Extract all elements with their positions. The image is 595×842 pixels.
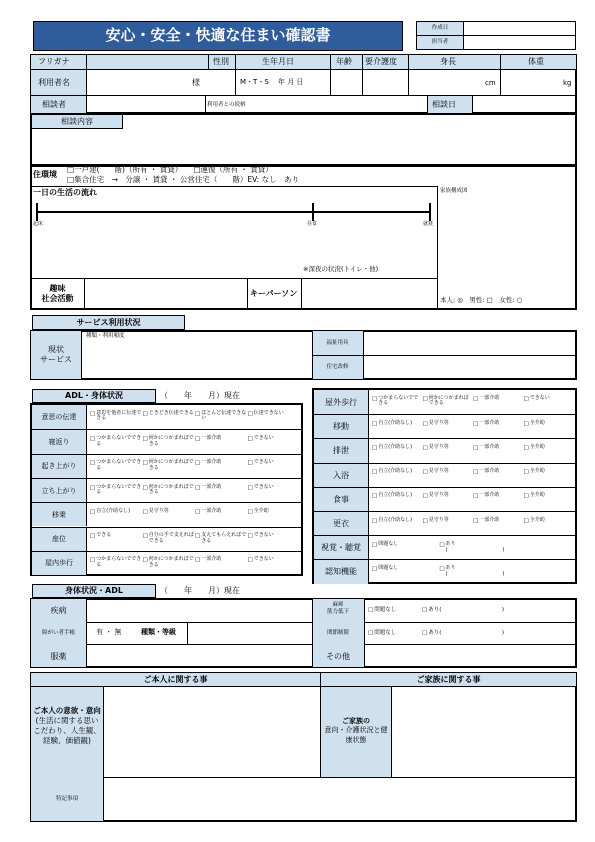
checkbox-icon: □ xyxy=(90,484,96,491)
checkbox-icon: □ xyxy=(523,420,529,427)
checkbox-icon: □ xyxy=(142,435,148,442)
adl-option-label: 何かにつかまればできる xyxy=(148,459,194,471)
handbook-kind: 種類・等級 xyxy=(141,628,176,636)
adl-option-label: できない xyxy=(253,483,274,490)
adl-option-label: 見守り等 xyxy=(428,492,449,499)
adl-option[interactable] xyxy=(473,421,523,427)
adl-option-label: できる xyxy=(96,532,112,539)
weight-label: 体重 xyxy=(528,57,544,66)
adl-option[interactable] xyxy=(524,445,574,451)
adl-row xyxy=(314,463,575,487)
welfare-equipment-label: 福祉用具 xyxy=(326,340,349,346)
kg-unit: kg xyxy=(563,79,572,87)
adl-row-label: 食事 xyxy=(333,494,349,504)
checkbox-icon: □ xyxy=(372,469,378,476)
adl-row-label: 視覚・聴覚 xyxy=(321,543,361,553)
adl-option[interactable] xyxy=(473,445,523,451)
height-label: 身長 xyxy=(440,57,456,66)
adl-option[interactable] xyxy=(524,396,574,402)
adl-option[interactable] xyxy=(143,411,195,417)
adl-row xyxy=(32,527,301,551)
handbook-yn[interactable]: 有 ・ 無 xyxy=(96,628,122,636)
adl-option-label: 自立(介助なし) xyxy=(378,516,413,523)
current-service-label: 現状 サービス xyxy=(40,345,72,364)
adl-option[interactable] xyxy=(248,509,300,515)
adl-option[interactable] xyxy=(90,557,142,569)
checkbox-icon: □ xyxy=(90,410,96,417)
checkbox-icon: □ xyxy=(247,410,253,417)
adl-row-label: 更衣 xyxy=(333,519,349,529)
adl-option-label: 見守り等 xyxy=(428,443,449,450)
care-label: 要介護度 xyxy=(365,57,397,66)
adl-row xyxy=(314,390,575,414)
self-header: ご本人に関する事 xyxy=(143,675,208,684)
env-line1: □一戸建( 階)（所有 ・ 賃貸） □運復（所有 ・ 賃貸） xyxy=(67,165,273,174)
adl-option[interactable] xyxy=(473,518,523,524)
adl-row-label-cell xyxy=(314,536,369,559)
adl-row xyxy=(32,429,301,453)
adl-row xyxy=(32,478,301,502)
adl-option-label: あり( ) xyxy=(445,564,505,577)
adl-option[interactable] xyxy=(143,485,195,497)
created-field[interactable] xyxy=(463,21,576,36)
checkbox-icon: □ xyxy=(195,533,201,540)
checkbox-icon: □ xyxy=(142,484,148,491)
user-name-label: 利用者名 xyxy=(38,78,70,87)
adl-row xyxy=(314,511,575,535)
self-wish-field[interactable] xyxy=(104,687,320,777)
sama-label: 様 xyxy=(192,78,200,87)
adl-option-label: 全介助 xyxy=(529,492,545,499)
adl-option[interactable] xyxy=(90,411,142,423)
adl-row xyxy=(32,454,301,478)
adl-option[interactable] xyxy=(248,460,300,466)
adl-option[interactable] xyxy=(473,493,523,499)
checkbox-icon: □ xyxy=(90,533,96,540)
consult-content-label: 相談内容 xyxy=(61,117,93,126)
adl-option[interactable] xyxy=(423,518,473,524)
adl-option-label: 一部介助 xyxy=(201,507,222,514)
adl-option[interactable] xyxy=(195,460,247,466)
relation-label: 利用者との続柄 xyxy=(207,102,246,108)
service-types: 種類・利用頻度 xyxy=(86,333,125,339)
checkbox-icon: □ xyxy=(473,469,479,476)
adl-option[interactable] xyxy=(524,493,574,499)
adl-option-label: 見守り等 xyxy=(148,507,169,514)
adl-option-label: 自分の手で支えればできる xyxy=(148,532,194,544)
paralysis-label: 麻痺 筋力低下 xyxy=(326,602,349,616)
adl-option-label: 支えてもらえればできる xyxy=(201,532,247,544)
adl-row xyxy=(314,535,575,559)
family-header: ご家族に関する事 xyxy=(416,675,481,684)
checkbox-icon: □ xyxy=(247,484,253,491)
wish-label xyxy=(33,706,101,747)
checkbox-icon: □ xyxy=(422,395,428,402)
adl-option[interactable] xyxy=(372,493,422,499)
adl-option[interactable] xyxy=(372,542,438,548)
checkbox-icon: □ xyxy=(195,508,201,515)
checkbox-icon: □ xyxy=(523,469,529,476)
adl-option[interactable] xyxy=(248,411,300,417)
adl-row xyxy=(314,438,575,462)
adl-option[interactable] xyxy=(473,396,523,402)
adl-row xyxy=(32,405,301,429)
checkbox-icon: □ xyxy=(439,565,445,572)
checkbox-icon: □ xyxy=(422,420,428,427)
checkbox-icon: □ xyxy=(473,395,479,402)
adl-option[interactable] xyxy=(90,485,142,497)
joint-label: 関節制限 xyxy=(326,630,349,636)
adl-option-label: できない xyxy=(253,532,274,539)
adl-option-label: 自立(介助なし) xyxy=(378,492,413,499)
adl-option[interactable] xyxy=(248,533,300,539)
adl-option[interactable] xyxy=(372,469,422,475)
adl-row-label-cell xyxy=(32,430,87,453)
adl-option[interactable] xyxy=(90,509,142,515)
disease-label: 疾病 xyxy=(50,606,67,615)
page-title: 安心・安全・快適な住まい確認書 xyxy=(105,26,331,44)
staff-label: 担当者 xyxy=(431,39,449,45)
adl-row-label-cell xyxy=(314,512,369,535)
adl-option-label: 問題なし xyxy=(378,564,399,571)
adl-option-label: 全介助 xyxy=(529,516,545,523)
checkbox-icon: □ xyxy=(372,395,378,402)
adl-option[interactable] xyxy=(90,460,142,472)
adl-option[interactable] xyxy=(143,460,195,472)
notes-label: 特記事項 xyxy=(55,796,78,802)
adl-option-label: 問題なし xyxy=(378,540,399,547)
adl-option-label: 全介助 xyxy=(529,468,545,475)
adl-option[interactable] xyxy=(195,533,247,545)
keyperson-label: キーパーソン xyxy=(250,289,298,298)
paralysis-none[interactable]: □ 問題なし xyxy=(368,607,396,613)
adl-row-label: 移動 xyxy=(333,422,349,432)
adl-row-label: 立ち上がり xyxy=(41,486,77,495)
checkbox-icon: □ xyxy=(142,410,148,417)
checkbox-icon: □ xyxy=(523,395,529,402)
checkbox-icon: □ xyxy=(247,533,253,540)
other-label: その他 xyxy=(326,652,350,661)
adl-option-label: 全介助 xyxy=(529,443,545,450)
env-label: 住環境 xyxy=(33,170,57,179)
checkbox-icon: □ xyxy=(247,508,253,515)
adl-option-label: 一部介助 xyxy=(479,443,500,450)
hobby-label: 趣味 社会活動 xyxy=(41,284,74,303)
staff-field[interactable] xyxy=(463,35,576,50)
adl-row-label-cell xyxy=(314,560,369,583)
adl-option-label: 何かにつかまればできる xyxy=(148,556,194,569)
adl-option-label: 自立(介助なし) xyxy=(378,468,413,475)
adl-option-label: 一部介助 xyxy=(201,483,222,490)
family-wish-main: ご家族の xyxy=(342,717,370,725)
checkbox-icon: □ xyxy=(90,557,96,564)
adl-row xyxy=(314,559,575,583)
checkbox-icon: □ xyxy=(195,557,201,564)
checkbox-icon: □ xyxy=(142,533,148,540)
adl-option[interactable] xyxy=(372,421,422,427)
day-flow-label: 一日の生活の流れ xyxy=(33,188,97,197)
adl-option[interactable] xyxy=(372,518,422,524)
adl-option[interactable] xyxy=(423,469,473,475)
medication-label: 服薬 xyxy=(50,652,67,661)
night-note: ※深夜の状況(トイレ・他) xyxy=(303,265,379,273)
adl-option-label: できない xyxy=(253,459,274,466)
adl-row-label-cell xyxy=(32,552,87,575)
adl-row-label-cell xyxy=(32,405,87,429)
adl-option-label: 一部介助 xyxy=(479,492,500,499)
adl-row-label: 意思の伝達 xyxy=(41,413,77,422)
adl-row-label: 入浴 xyxy=(333,470,349,480)
adl-option-label: できない xyxy=(529,394,550,401)
adl-option[interactable] xyxy=(372,396,422,408)
adl-row-label-cell xyxy=(314,439,369,462)
adl-option[interactable] xyxy=(439,566,505,578)
adl-date: （ 年 月）現在 xyxy=(160,391,240,400)
adl-option-label: できない xyxy=(253,434,274,441)
adl-option-label: つかまらないでできる xyxy=(96,556,142,569)
cm-unit: cm xyxy=(485,79,496,87)
checkbox-icon: □ xyxy=(195,484,201,491)
adl-option[interactable] xyxy=(423,421,473,427)
checkbox-icon: □ xyxy=(90,460,96,467)
adl-row xyxy=(314,414,575,438)
adl-option[interactable] xyxy=(423,445,473,451)
checkbox-icon: □ xyxy=(90,508,96,515)
wake-mark: 起床 xyxy=(33,221,44,227)
adl-option[interactable] xyxy=(143,533,195,545)
adl-row-label: 移乗 xyxy=(52,510,66,519)
adl-option[interactable] xyxy=(90,436,142,448)
adl-row xyxy=(314,487,575,511)
adl-option[interactable] xyxy=(248,557,300,563)
adl-row-label: 寝返り xyxy=(48,437,70,446)
adl-option[interactable] xyxy=(143,557,195,569)
furigana-label: フリガナ xyxy=(38,57,70,66)
notes-field[interactable] xyxy=(104,778,576,821)
checkbox-icon: □ xyxy=(372,444,378,451)
wish-label-main: ご本人の意欲・意向 xyxy=(33,706,101,715)
adl-option-label: 見守り等 xyxy=(428,516,449,523)
adl-row-label: 排泄 xyxy=(333,446,349,456)
checkbox-icon: □ xyxy=(372,420,378,427)
family-wish-label xyxy=(323,717,389,745)
checkbox-icon: □ xyxy=(439,541,445,548)
adl-option[interactable] xyxy=(423,493,473,499)
adl-option[interactable] xyxy=(524,421,574,427)
adl-option[interactable] xyxy=(372,566,438,572)
body-date: （ 年 月）現在 xyxy=(160,586,240,595)
adl-option[interactable] xyxy=(372,445,422,451)
adl-option-label: 何かにつかまればできる xyxy=(428,394,469,407)
family-tree-label: 家族構成図 xyxy=(440,188,468,194)
adl-option[interactable] xyxy=(195,411,247,423)
adl-option-label: 一部介助 xyxy=(201,459,222,466)
checkbox-icon: □ xyxy=(473,493,479,500)
checkbox-icon: □ xyxy=(195,410,201,417)
user-name-field[interactable] xyxy=(87,70,207,95)
checkbox-icon: □ xyxy=(523,493,529,500)
home-renovation-label: 住宅改修 xyxy=(326,364,349,370)
adl-option-label: 見守り等 xyxy=(428,468,449,475)
adl-option-label: 全介助 xyxy=(529,419,545,426)
adl-option[interactable] xyxy=(195,509,247,515)
adl-row-label-cell xyxy=(314,415,369,438)
adl-option-label: つかまらないでできる xyxy=(96,434,142,447)
checkbox-icon: □ xyxy=(247,435,253,442)
body-title: 身体状況・ADL xyxy=(65,586,123,595)
checkbox-icon: □ xyxy=(142,557,148,564)
checkbox-icon: □ xyxy=(372,517,378,524)
handbook-label: 障がい者手帳 xyxy=(41,630,75,636)
checkbox-icon: □ xyxy=(142,508,148,515)
env-line2: □集合住宅 → 分譲 ・ 賃貸 ・ 公営住宅（ 階）EV: なし あり xyxy=(67,175,300,184)
adl-row-label-cell xyxy=(314,390,369,414)
checkbox-icon: □ xyxy=(523,517,529,524)
adl-row-label-cell xyxy=(32,503,87,526)
checkbox-icon: □ xyxy=(422,517,428,524)
adl-option-label: 一部介助 xyxy=(479,394,500,401)
adl-option-label: ほとんど伝達できない xyxy=(201,409,247,422)
checkbox-icon: □ xyxy=(523,444,529,451)
adl-option-label: 一部介助 xyxy=(201,556,222,563)
adl-option[interactable] xyxy=(439,542,505,554)
joint-none[interactable]: □ 問題なし xyxy=(368,630,396,636)
checkbox-icon: □ xyxy=(90,435,96,442)
checkbox-icon: □ xyxy=(372,541,378,548)
adl-option-label: できない xyxy=(253,556,274,563)
wish-label-sub: (生活に関する思いこだわり、人生観、経験、価値観) xyxy=(33,716,101,746)
adl-option[interactable] xyxy=(195,485,247,491)
adl-option-label: 全介助 xyxy=(253,507,269,514)
checkbox-icon: □ xyxy=(422,493,428,500)
adl-row-label: 起き上がり xyxy=(41,462,77,471)
adl-option[interactable] xyxy=(524,469,574,475)
adl-row xyxy=(32,551,301,575)
checkbox-icon: □ xyxy=(372,493,378,500)
adl-option[interactable] xyxy=(423,396,473,408)
adl-option-label: 見守り等 xyxy=(428,419,449,426)
adl-row-label: 屋内歩行 xyxy=(45,559,73,568)
adl-option-label: 自立(介助なし) xyxy=(378,443,413,450)
sleep-mark: 就寝 xyxy=(423,221,434,227)
checkbox-icon: □ xyxy=(247,557,253,564)
checkbox-icon: □ xyxy=(247,460,253,467)
checkbox-icon: □ xyxy=(195,435,201,442)
family-legend: 本人: ◎ 男性: □ 女性: ○ xyxy=(440,296,523,304)
adl-row-label-cell xyxy=(32,479,87,502)
adl-option[interactable] xyxy=(90,533,142,539)
adl-row-label-cell xyxy=(314,464,369,487)
timeline xyxy=(36,211,431,213)
created-label: 作成日 xyxy=(431,25,449,31)
adl-option-label: 何かにつかまればできる xyxy=(148,483,194,496)
age-label: 年齢 xyxy=(336,57,352,66)
checkbox-icon: □ xyxy=(195,460,201,467)
adl-option-label: 一部介助 xyxy=(201,434,222,441)
adl-option[interactable] xyxy=(248,436,300,442)
adl-option[interactable] xyxy=(248,485,300,491)
adl-option[interactable] xyxy=(143,509,195,515)
adl-option[interactable] xyxy=(473,469,523,475)
adl-option[interactable] xyxy=(524,518,574,524)
adl-row-label: 認知機能 xyxy=(325,567,357,577)
adl-option-label: 自立(介助なし) xyxy=(96,507,131,514)
adl-row-label-cell xyxy=(32,528,87,551)
checkbox-icon: □ xyxy=(372,565,378,572)
dob-label: 生年月日 xyxy=(262,57,294,66)
family-wish-field[interactable] xyxy=(392,687,576,777)
paralysis-ari[interactable]: □ あり( ) xyxy=(422,607,504,613)
adl-option-label: 意思を他者に伝達できる xyxy=(96,409,142,422)
adl-option-label: 伝達できない xyxy=(253,409,284,416)
adl-option[interactable] xyxy=(195,557,247,563)
checkbox-icon: □ xyxy=(473,420,479,427)
adl-row-label: 屋外歩行 xyxy=(325,397,357,407)
adl-row-label: 座位 xyxy=(52,535,66,544)
consult-date-label: 相談日 xyxy=(432,100,456,109)
dob-era: M・T・S 年 月 日 xyxy=(240,78,304,86)
adl-title: ADL・身体状況 xyxy=(65,391,123,400)
adl-option-label: あり( ) xyxy=(445,540,505,553)
adl-option-label: 一部介助 xyxy=(479,419,500,426)
adl-row-label-cell xyxy=(32,455,87,478)
adl-option-label: つかまらないでできる xyxy=(96,459,142,471)
lunch-mark: 昼食 xyxy=(307,221,318,227)
adl-option-label: つかまらないでできる xyxy=(378,394,419,407)
adl-option-label: 自立(介助なし) xyxy=(378,419,413,426)
consultant-label: 相談者 xyxy=(42,100,66,109)
adl-option-label: 一部介助 xyxy=(479,516,500,523)
checkbox-icon: □ xyxy=(422,444,428,451)
adl-option-label: 何かにつかまればできる xyxy=(148,434,194,447)
sex-label: 性別 xyxy=(213,57,229,66)
adl-option[interactable] xyxy=(195,436,247,442)
joint-ari[interactable]: □ あり( ) xyxy=(422,630,504,636)
checkbox-icon: □ xyxy=(142,460,148,467)
adl-option-label: 一部介助 xyxy=(479,468,500,475)
checkbox-icon: □ xyxy=(422,469,428,476)
family-wish-sub: 意向・介護状況と健康状態 xyxy=(324,726,388,744)
checkbox-icon: □ xyxy=(473,444,479,451)
adl-row-label-cell xyxy=(314,488,369,511)
adl-row xyxy=(32,502,301,526)
adl-option[interactable] xyxy=(143,436,195,448)
checkbox-icon: □ xyxy=(473,517,479,524)
service-title: サービス利用状況 xyxy=(76,318,141,327)
adl-option-label: ときどき伝達できる xyxy=(148,409,194,416)
adl-option-label: つかまらないでできる xyxy=(96,483,142,496)
